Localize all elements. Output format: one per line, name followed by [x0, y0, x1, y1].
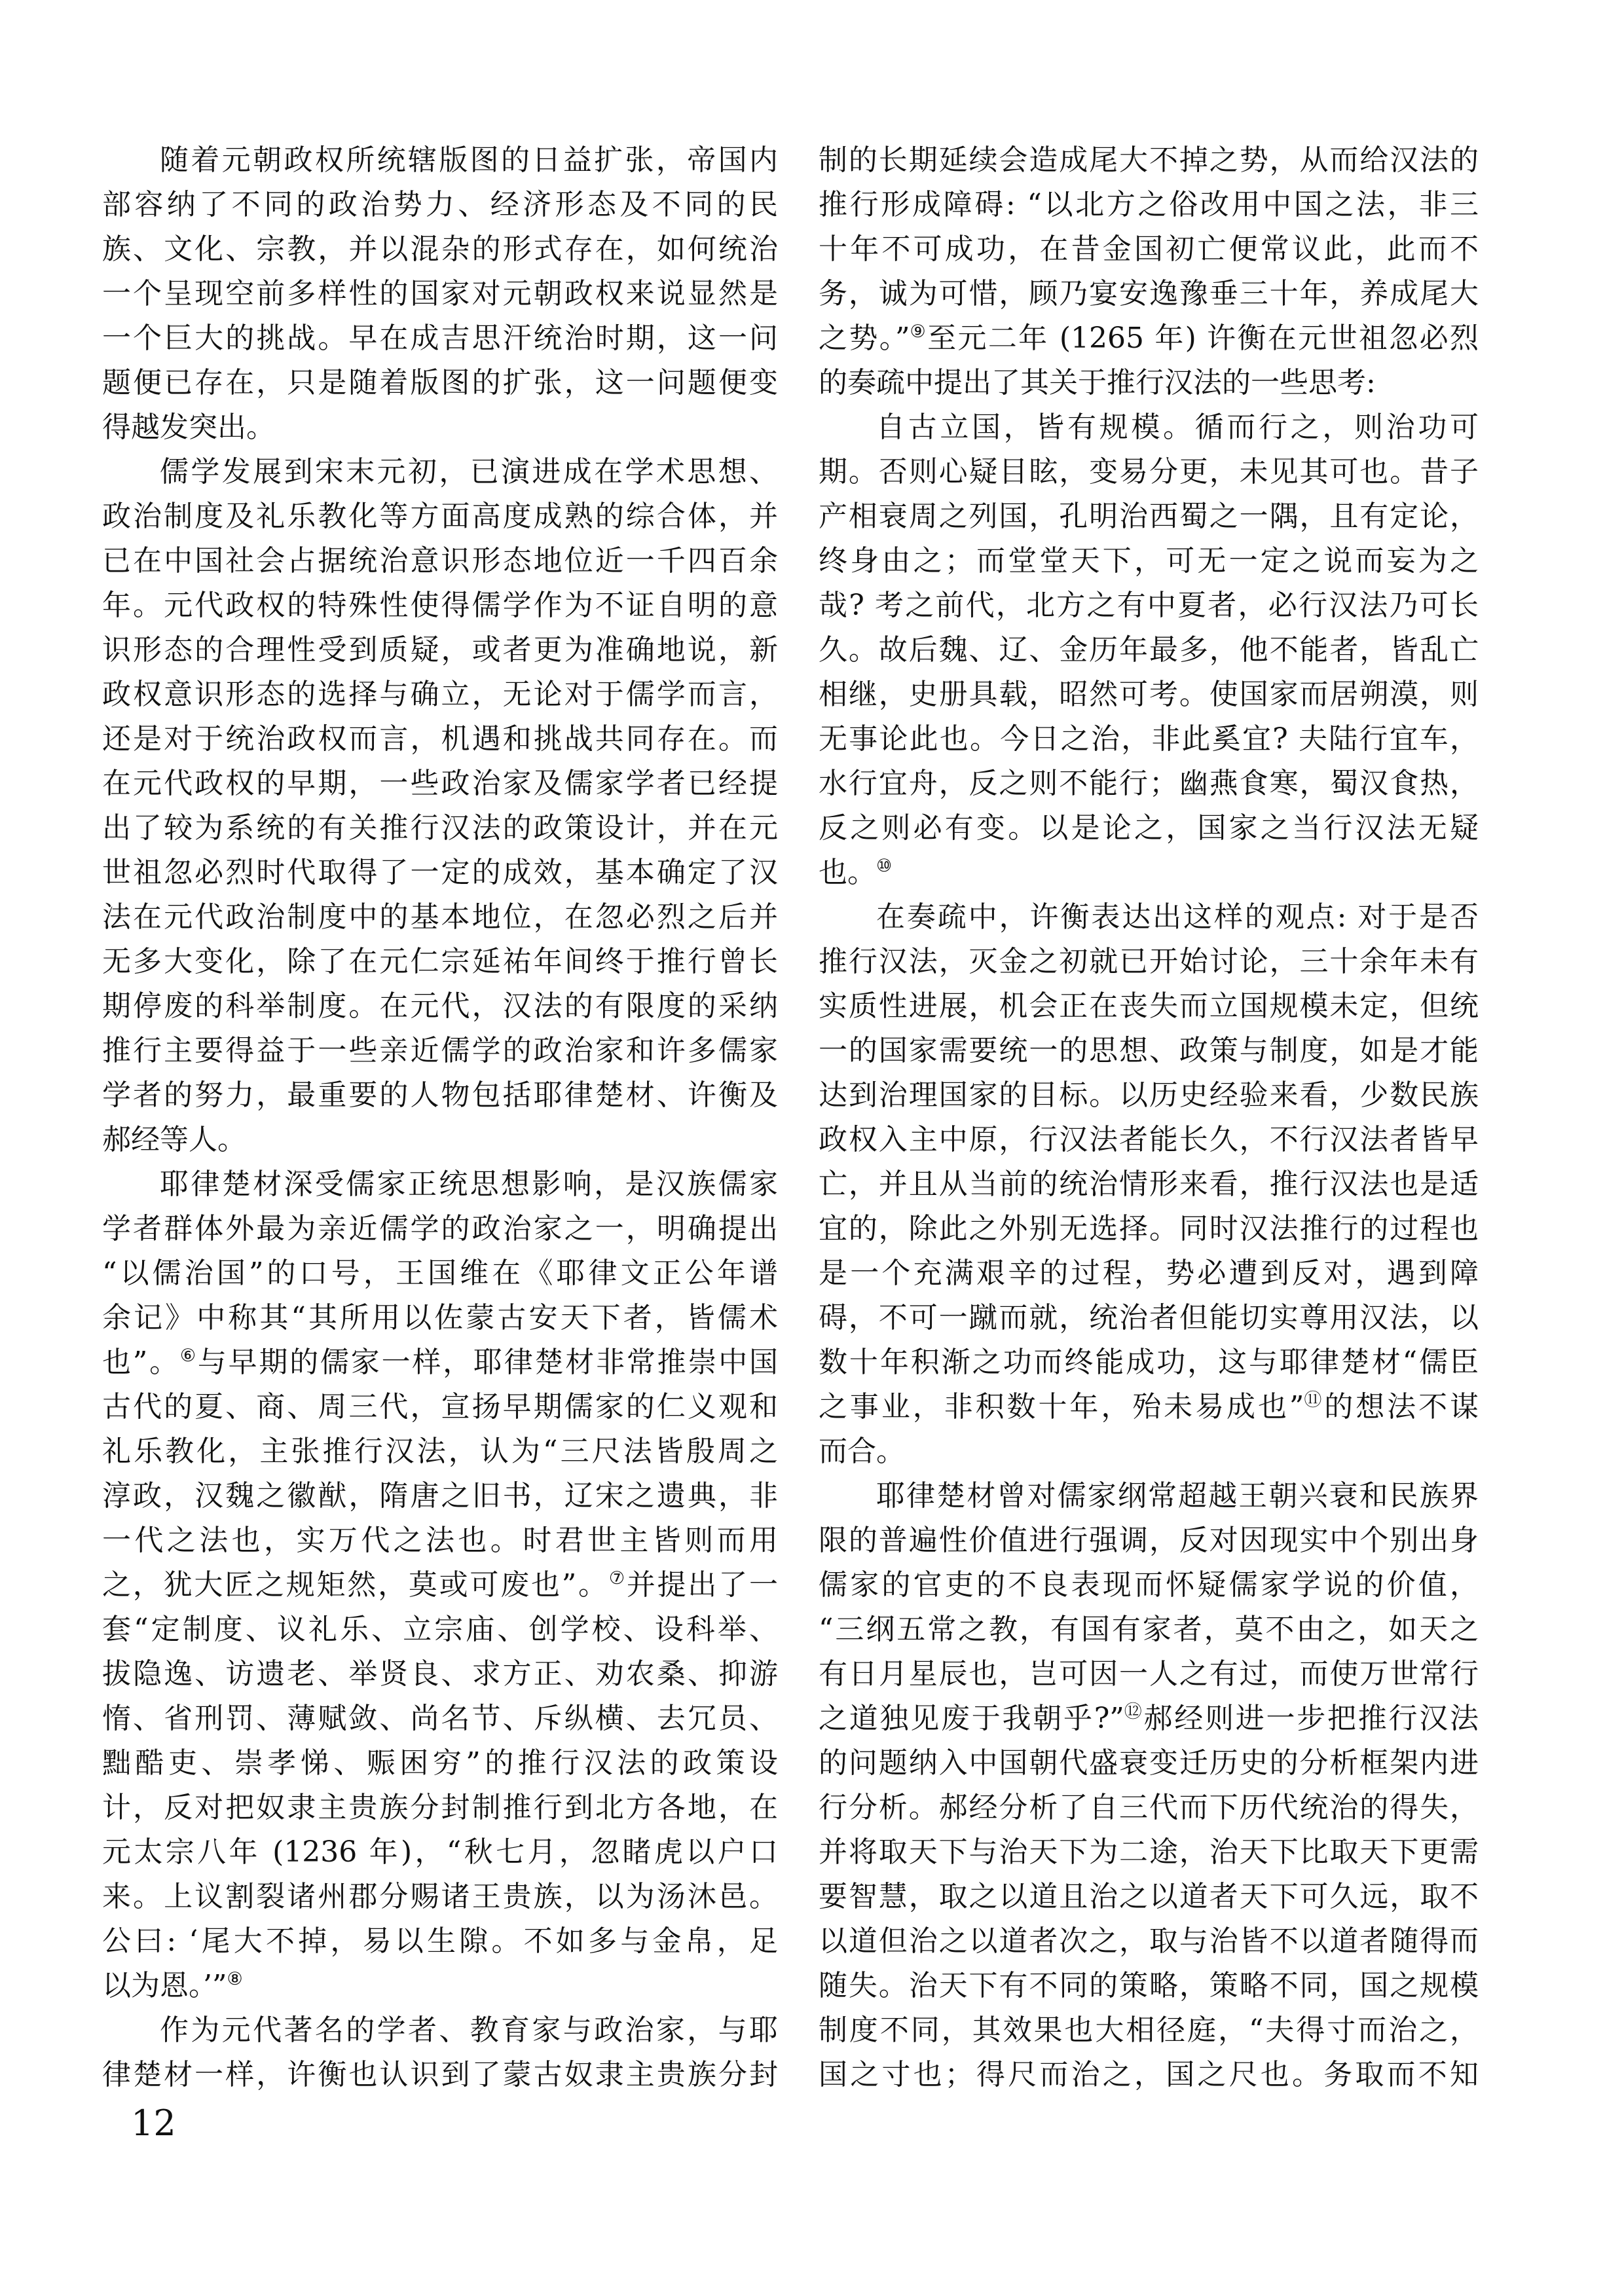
text-line: 也。⑩ [819, 856, 893, 889]
text-line: 无多大变化，除了在元仁宗延祐年间终于推行曾长 [102, 945, 778, 978]
text-line: 儒家的官吏的不良表现而怀疑儒家学说的价值， [819, 1568, 1479, 1602]
text-line: 政权意识形态的选择与确立，无论对于儒学而言， [102, 678, 778, 711]
text-line: 学者群体外最为亲近儒学的政治家之一，明确提出 [102, 1212, 778, 1245]
text-line: 推行形成障碍: “以北方之俗改用中国之法，非三 [819, 188, 1479, 221]
text-line: 以道但治之以道者次之，取与治皆不以道者随得而 [819, 1924, 1479, 1958]
text-line: 惰、省刑罚、薄赋敛、尚名节、斥纵横、去冗员、 [102, 1702, 778, 1735]
text-line: 得越发突出。 [102, 411, 275, 444]
text-line: 而合。 [819, 1435, 905, 1468]
text-line: 之道独见废于我朝乎?”⑫郝经则进一步把推行汉法 [819, 1702, 1479, 1735]
text-line: 期停废的科举制度。在元代，汉法的有限度的采纳 [102, 989, 778, 1023]
text-line: 推行汉法，灭金之初就已开始讨论，三十余年未有 [819, 945, 1479, 978]
text-line: 余记》中称其“其所用以佐蒙古安天下者，皆儒术 [102, 1301, 778, 1334]
text-line: 务，诚为可惜，顾乃宴安逸豫垂三十年，养成尾大 [819, 277, 1479, 310]
text-line: 自古立国，皆有规模。循而行之，则治功可 [876, 411, 1479, 444]
page-number: 12 [131, 2102, 176, 2144]
text-line: 套“定制度、议礼乐、立宗庙、创学校、设科举、 [102, 1613, 778, 1646]
text-line: 一个呈现空前多样性的国家对元朝政权来说显然是 [102, 277, 778, 310]
text-line: 期。否则心疑目眩，变易分更，未见其可也。昔子 [819, 455, 1479, 488]
text-line: 随失。治天下有不同的策略，策略不同，国之规模 [819, 1969, 1479, 2002]
text-line: 哉? 考之前代，北方之有中夏者，必行汉法乃可长 [819, 589, 1479, 622]
text-line: 来。上议割裂诸州郡分赐诸王贵族，以为汤沐邑。 [102, 1880, 778, 1913]
text-line: 之事业，非积数十年，殆未易成也”⑪的想法不谋 [819, 1390, 1479, 1423]
text-line: 数十年积渐之功而终能成功，这与耶律楚材“儒臣 [819, 1346, 1479, 1379]
text-line: 也”。⑥与早期的儒家一样，耶律楚材非常推崇中国 [102, 1346, 779, 1379]
text-line: 之势。”⑨至元二年 (1265 年) 许衡在元世祖忽必烈 [819, 321, 1479, 355]
text-line: 政治制度及礼乐教化等方面高度成熟的综合体，并 [102, 500, 778, 533]
text-line: 还是对于统治政权而言，机遇和挑战共同存在。而 [102, 722, 778, 756]
text-line: 有日月星辰也，岂可因一人之有过，而使万世常行 [819, 1657, 1479, 1691]
text-line: 达到治理国家的目标。以历史经验来看，少数民族 [819, 1078, 1479, 1112]
text-line: 推行主要得益于一些亲近儒学的政治家和许多儒家 [102, 1034, 778, 1067]
text-line: 族、文化、宗教，并以混杂的形式存在，如何统治 [102, 232, 778, 266]
text-line: 随着元朝政权所统辖版图的日益扩张，帝国内 [160, 143, 778, 177]
text-column-left [102, 138, 778, 2097]
text-line: 相继，史册具载，昭然可考。使国家而居朔漠，则 [819, 678, 1479, 711]
text-line: 作为元代著名的学者、教育家与政治家，与耶 [160, 2013, 778, 2047]
text-line: 国之寸也；得尺而治之，国之尺也。务取而不知 [819, 2058, 1479, 2091]
text-line: 礼乐教化，主张推行汉法，认为“三尺法皆殷周之 [102, 1435, 778, 1468]
text-line: 的奏疏中提出了其关于推行汉法的一些思考: [819, 366, 1376, 399]
text-line: 世祖忽必烈时代取得了一定的成效，基本确定了汉 [102, 856, 778, 889]
text-line: 政权入主中原，行汉法者能长久，不行汉法者皆早 [819, 1123, 1479, 1156]
text-line: 郝经等人。 [102, 1123, 246, 1156]
text-line: 行分析。郝经分析了自三代而下历代统治的得失， [819, 1791, 1479, 1824]
text-line: 产相衰周之列国，孔明治西蜀之一隅，且有定论， [819, 500, 1479, 533]
text-line: 一的国家需要统一的思想、政策与制度，如是才能 [819, 1034, 1479, 1067]
text-line: “三纲五常之教，有国有家者，莫不由之，如天之 [819, 1613, 1479, 1646]
text-line: 淳政，汉魏之徽猷，隋唐之旧书，辽宋之遗典，非 [102, 1479, 778, 1513]
text-line: 制度不同，其效果也大相径庭，“夫得寸而治之， [819, 2013, 1479, 2047]
text-line: 久。故后魏、辽、金历年最多，他不能者，皆乱亡 [819, 633, 1479, 667]
text-line: 法在元代政治制度中的基本地位，在忽必烈之后并 [102, 900, 778, 934]
text-line: 学者的努力，最重要的人物包括耶律楚材、许衡及 [102, 1078, 778, 1112]
text-line: 宜的，除此之外别无选择。同时汉法推行的过程也 [819, 1212, 1479, 1245]
text-line: 儒学发展到宋末元初，已演进成在学术思想、 [160, 455, 778, 488]
text-line: 识形态的合理性受到质疑，或者更为准确地说，新 [102, 633, 778, 667]
text-line: 是一个充满艰辛的过程，势必遭到反对，遇到障 [819, 1257, 1479, 1290]
text-line: 黜酷吏、崇孝悌、赈困穷”的推行汉法的政策设 [102, 1746, 778, 1780]
text-line: 计，反对把奴隶主贵族分封制推行到北方各地，在 [102, 1791, 778, 1824]
text-line: 元太宗八年 (1236 年)，“秋七月，忽睹虎以户口 [102, 1835, 778, 1869]
text-line: 反之则必有变。以是论之，国家之当行汉法无疑 [819, 811, 1479, 845]
text-line: 无事论此也。今日之治，非此奚宜? 夫陆行宜车， [819, 722, 1479, 756]
text-line: “以儒治国”的口号，王国维在《耶律文正公年谱 [102, 1257, 778, 1290]
text-line: 以为恩。’”⑧ [102, 1969, 243, 2002]
text-line: 古代的夏、商、周三代，宣扬早期儒家的仁义观和 [102, 1390, 778, 1423]
text-line: 出了较为系统的有关推行汉法的政策设计，并在元 [102, 811, 778, 845]
text-line: 耶律楚材曾对儒家纲常超越王朝兴衰和民族界 [876, 1479, 1479, 1513]
text-line: 实质性进展，机会正在丧失而立国规模未定，但统 [819, 989, 1479, 1023]
text-line: 题便已存在，只是随着版图的扩张，这一问题便变 [102, 366, 778, 399]
text-line: 碍，不可一蹴而就，统治者但能切实尊用汉法，以 [819, 1301, 1479, 1334]
text-line: 限的普遍性价值进行强调，反对因现实中个别出身 [819, 1524, 1479, 1557]
text-line: 的问题纳入中国朝代盛衰变迁历史的分析框架内进 [819, 1746, 1479, 1780]
text-line: 在奏疏中，许衡表达出这样的观点: 对于是否 [876, 900, 1479, 934]
text-line: 制的长期延续会造成尾大不掉之势，从而给汉法的 [819, 143, 1479, 177]
text-line: 在元代政权的早期，一些政治家及儒家学者已经提 [102, 767, 778, 800]
text-line: 一代之法也，实万代之法也。时君世主皆则而用 [102, 1524, 778, 1557]
text-line: 年。元代政权的特殊性使得儒学作为不证自明的意 [102, 589, 778, 622]
text-line: 并将取天下与治天下为二途，治天下比取天下更需 [819, 1835, 1479, 1869]
text-line: 之，犹大匠之规矩然，莫或可废也”。⑦并提出了一 [102, 1568, 779, 1602]
text-column-right [819, 138, 1479, 2097]
text-line: 耶律楚材深受儒家正统思想影响，是汉族儒家 [160, 1167, 778, 1201]
text-line: 拔隐逸、访遗老、举贤良、求方正、劝农桑、抑游 [102, 1657, 778, 1691]
text-line: 亡，并且从当前的统治情形来看，推行汉法也是适 [819, 1167, 1479, 1201]
text-line: 要智慧，取之以道且治之以道者天下可久远，取不 [819, 1880, 1479, 1913]
text-line: 水行宜舟，反之则不能行；幽燕食寒，蜀汉食热， [819, 767, 1479, 800]
text-line: 律楚材一样，许衡也认识到了蒙古奴隶主贵族分封 [102, 2058, 778, 2091]
text-line: 一个巨大的挑战。早在成吉思汗统治时期，这一问 [102, 321, 778, 355]
text-line: 部容纳了不同的政治势力、经济形态及不同的民 [102, 188, 778, 221]
text-line: 公曰: ‘尾大不掉，易以生隙。不如多与金帛，足 [102, 1924, 778, 1958]
text-line: 十年不可成功，在昔金国初亡便常议此，此而不 [819, 232, 1479, 266]
text-line: 已在中国社会占据统治意识形态地位近一千四百余 [102, 544, 778, 578]
text-line: 终身由之；而堂堂天下，可无一定之说而妄为之 [819, 544, 1479, 578]
